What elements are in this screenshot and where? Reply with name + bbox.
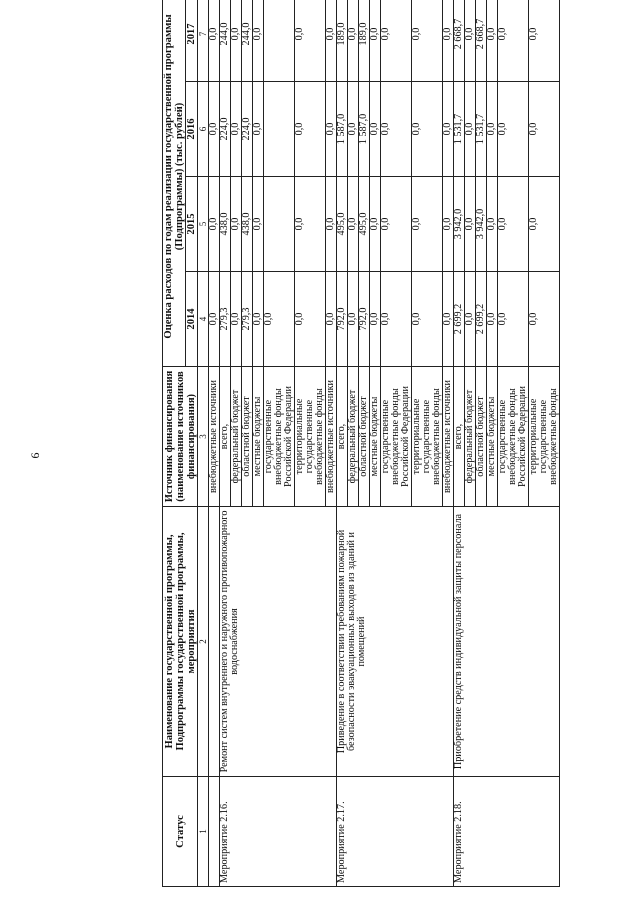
source-cell: территориальные государственные внебюджетные фонды	[412, 367, 443, 507]
value-cell	[264, 177, 295, 272]
rotated-table-container	[162, 0, 602, 887]
source-cell: федеральный бюджет	[465, 367, 476, 507]
header-source: Источник финансирования (наименование источников финансирования)	[163, 367, 198, 507]
value-cell: 438,0	[220, 177, 231, 272]
value-cell: 279,3	[242, 272, 253, 367]
value-cell: 0,0	[209, 82, 220, 177]
value-cell: 495,0	[337, 177, 348, 272]
value-cell: 0,0	[529, 272, 560, 367]
value-cell: 0,0	[326, 0, 337, 82]
source-cell: внебюджетные источники	[443, 367, 454, 507]
value-cell: 189,0	[359, 0, 370, 82]
value-cell: 0,0	[348, 0, 359, 82]
value-cell: 0,0	[209, 272, 220, 367]
column-number: 1	[198, 777, 209, 887]
value-cell: 2 699,2	[476, 272, 487, 367]
header-year: 2014	[186, 272, 198, 367]
source-cell: местные бюджеты	[253, 367, 264, 507]
table-body	[209, 0, 560, 887]
value-cell: 244,0	[242, 0, 253, 82]
column-number: 2	[198, 507, 209, 777]
source-cell: внебюджетные источники	[326, 367, 337, 507]
value-cell: 0,0	[209, 177, 220, 272]
value-cell: 0,0	[443, 0, 454, 82]
header-year: 2017	[186, 0, 198, 82]
source-cell: территориальные государственные внебюджетные фонды	[529, 367, 560, 507]
value-cell: 1 531,7	[454, 82, 465, 177]
header-estimate: Оценка расходов по годам реализации государственной программы (Подпрограммы) (тыс. рублей)	[163, 0, 186, 367]
value-cell: 0,0	[295, 177, 326, 272]
value-cell: 792,0	[337, 272, 348, 367]
value-cell: 224,0	[242, 82, 253, 177]
value-cell: 495,0	[359, 177, 370, 272]
value-cell: 0,0	[370, 0, 381, 82]
value-cell: 0,0	[295, 0, 326, 82]
value-cell	[264, 82, 295, 177]
status-cell: Мероприятие 2.18.	[454, 777, 560, 887]
value-cell: 0,0	[253, 177, 264, 272]
value-cell: 0,0	[487, 177, 498, 272]
value-cell: 0,0	[412, 82, 443, 177]
status-cell: Мероприятие 2.16.	[220, 777, 337, 887]
source-cell: местные бюджеты	[370, 367, 381, 507]
value-cell: 0,0	[498, 272, 529, 367]
value-cell: 0,0	[370, 82, 381, 177]
table-row	[220, 0, 231, 887]
value-cell: 0,0	[326, 177, 337, 272]
source-cell: федеральный бюджет	[231, 367, 242, 507]
value-cell: 0,0	[231, 272, 242, 367]
column-number: 5	[198, 177, 209, 272]
source-cell: государственные внебюджетные фонды Российской Федерации	[381, 367, 412, 507]
value-cell: 0,0	[264, 272, 295, 367]
value-cell: 0,0	[443, 272, 454, 367]
value-cell: 0,0	[529, 82, 560, 177]
value-cell: 0,0	[231, 0, 242, 82]
measure-name-cell: Приведение в соответствии требованиям пожарной безопасности эвакуационных выходов из зданий и помещений	[337, 507, 454, 777]
value-cell: 0,0	[487, 82, 498, 177]
value-cell: 0,0	[231, 177, 242, 272]
value-cell: 0,0	[209, 0, 220, 82]
value-cell: 2 699,2	[454, 272, 465, 367]
value-cell: 0,0	[253, 0, 264, 82]
column-number: 3	[198, 367, 209, 507]
value-cell: 792,0	[359, 272, 370, 367]
value-cell: 0,0	[381, 0, 412, 82]
source-cell: областной бюджет	[242, 367, 253, 507]
value-cell: 3 942,0	[476, 177, 487, 272]
value-cell	[264, 0, 295, 82]
column-number: 7	[198, 0, 209, 82]
page-number: 9	[28, 452, 43, 459]
table-row	[337, 0, 348, 887]
source-cell: территориальные государственные внебюджетные фонды	[295, 367, 326, 507]
value-cell: 1 587,0	[337, 82, 348, 177]
value-cell: 0,0	[412, 272, 443, 367]
value-cell: 0,0	[253, 82, 264, 177]
table-row	[209, 0, 220, 887]
value-cell: 0,0	[253, 272, 264, 367]
value-cell: 0,0	[370, 272, 381, 367]
value-cell: 0,0	[326, 272, 337, 367]
header-year: 2015	[186, 177, 198, 272]
value-cell: 0,0	[529, 0, 560, 82]
value-cell: 0,0	[443, 82, 454, 177]
source-cell: всего,	[337, 367, 348, 507]
value-cell: 0,0	[326, 82, 337, 177]
table-row	[454, 0, 465, 887]
source-cell: государственные внебюджетные фонды Российской Федерации	[498, 367, 529, 507]
value-cell: 3 942,0	[454, 177, 465, 272]
source-cell: всего,	[220, 367, 231, 507]
status-cell: Мероприятие 2.17.	[337, 777, 454, 887]
value-cell: 189,0	[337, 0, 348, 82]
value-cell: 0,0	[465, 272, 476, 367]
value-cell: 0,0	[295, 82, 326, 177]
source-cell: всего,	[454, 367, 465, 507]
value-cell: 0,0	[381, 272, 412, 367]
value-cell: 0,0	[465, 0, 476, 82]
measure-name-cell: Приобретение средств индивидуальной защиты персонала	[454, 507, 560, 777]
value-cell: 2 668,7	[454, 0, 465, 82]
value-cell: 0,0	[412, 177, 443, 272]
value-cell: 2 668,7	[476, 0, 487, 82]
value-cell: 0,0	[231, 82, 242, 177]
value-cell: 0,0	[348, 177, 359, 272]
expenditure-table	[162, 0, 560, 887]
value-cell: 0,0	[412, 0, 443, 82]
value-cell: 224,0	[220, 82, 231, 177]
column-number: 6	[198, 82, 209, 177]
value-cell: 0,0	[443, 177, 454, 272]
value-cell: 0,0	[465, 177, 476, 272]
value-cell: 438,0	[242, 177, 253, 272]
value-cell: 1 531,7	[476, 82, 487, 177]
source-cell: внебюджетные источники	[209, 367, 220, 507]
source-cell: областной бюджет	[359, 367, 370, 507]
value-cell: 0,0	[348, 82, 359, 177]
column-number: 4	[198, 272, 209, 367]
measure-name-cell: Ремонт систем внутреннего и наружного противопожарного водоснабжения	[220, 507, 337, 777]
value-cell: 0,0	[348, 272, 359, 367]
value-cell: 0,0	[381, 82, 412, 177]
source-cell: областной бюджет	[476, 367, 487, 507]
header-year: 2016	[186, 82, 198, 177]
header-status: Статус	[163, 777, 198, 887]
value-cell: 0,0	[381, 177, 412, 272]
value-cell: 0,0	[465, 82, 476, 177]
value-cell: 0,0	[370, 177, 381, 272]
header-name: Наименование государственной программы, Подпрограммы государственной программы, мероприятия	[163, 507, 198, 777]
source-cell: государственные внебюджетные фонды Российской Федерации	[264, 367, 295, 507]
value-cell: 0,0	[529, 177, 560, 272]
value-cell: 244,0	[220, 0, 231, 82]
value-cell: 0,0	[487, 272, 498, 367]
value-cell: 1 587,0	[359, 82, 370, 177]
source-cell: местные бюджеты	[487, 367, 498, 507]
value-cell: 0,0	[498, 0, 529, 82]
value-cell: 0,0	[498, 177, 529, 272]
source-cell: федеральный бюджет	[348, 367, 359, 507]
value-cell: 0,0	[487, 0, 498, 82]
value-cell: 0,0	[295, 272, 326, 367]
value-cell: 279,3	[220, 272, 231, 367]
value-cell: 0,0	[498, 82, 529, 177]
